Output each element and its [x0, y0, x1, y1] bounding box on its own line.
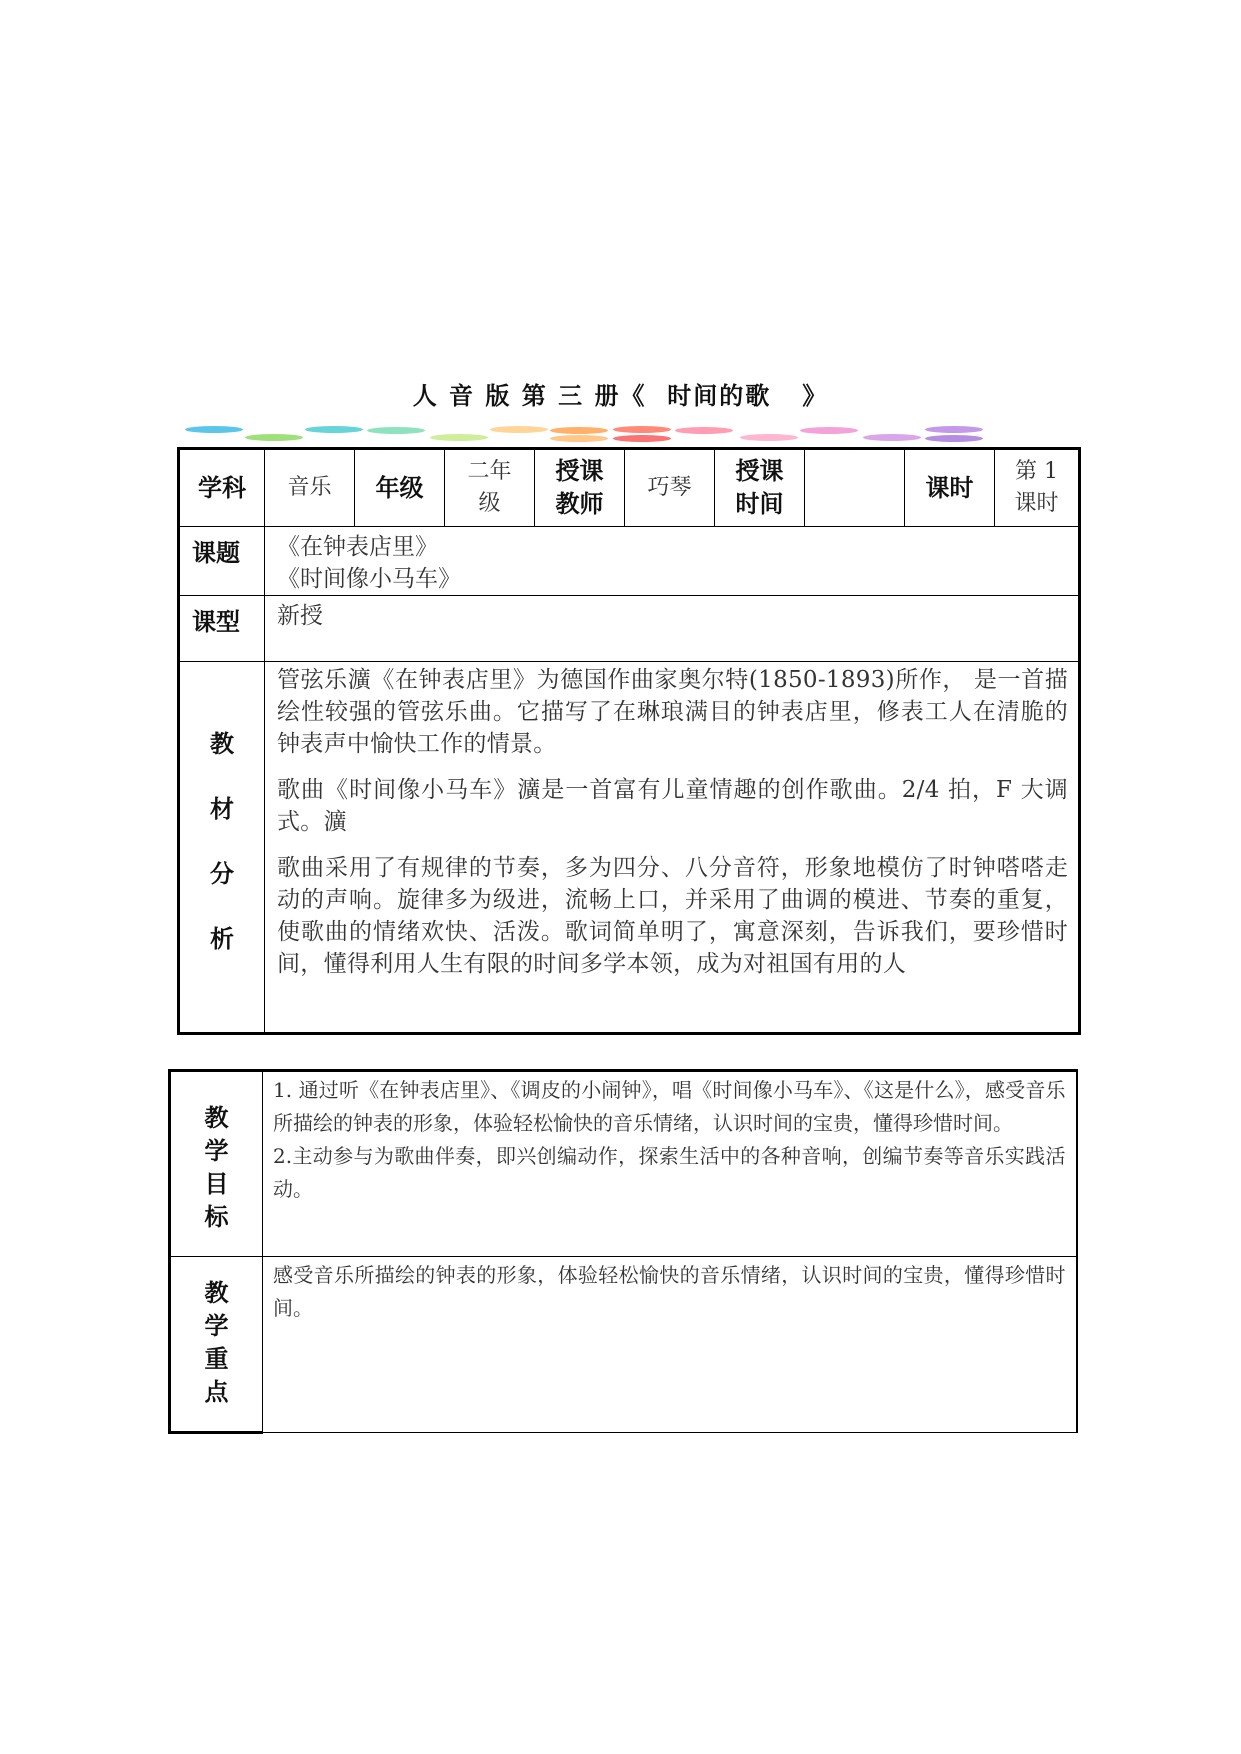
analysis-label-char: 析 [210, 925, 234, 953]
analysis-label-char: 教 [210, 730, 234, 758]
grade-value: 二年级 [445, 449, 535, 527]
lesson-type-row [179, 596, 1080, 662]
goals-text-1: 1. 通过听《在钟表店里》、《调皮的小闹钟》，唱《时间像小马车》、《这是什么》，感受音乐所描绘的钟表的形象，体验轻松愉快的音乐情绪，认识时间的宝贵，懂得珍惜时间。 [273, 1078, 1066, 1135]
key-points-label [170, 1257, 263, 1433]
subject-value: 音乐 [265, 449, 355, 527]
period-label: 课时 [905, 449, 995, 527]
title-name: 时间的歌 [667, 382, 772, 410]
lesson-type-label: 课型 [179, 596, 265, 662]
grade-label: 年级 [355, 449, 445, 527]
topic-label: 课题 [179, 527, 265, 596]
time-label: 授课时间 [715, 449, 805, 527]
goals-text-2: 2.主动参与为歌曲伴奏，即兴创编动作，探索生活中的各种音响，创编节奏等音乐实践活动。 [273, 1144, 1066, 1201]
analysis-label-char: 分 [210, 860, 234, 888]
key-points-label-char: 重 [204, 1345, 229, 1373]
analysis-label-char: 材 [210, 795, 234, 823]
goals-row [170, 1071, 1077, 1257]
topic-value [265, 527, 1080, 596]
page-title [0, 376, 1241, 411]
goals-content [263, 1071, 1077, 1257]
time-value [805, 449, 905, 527]
title-prefix: 人 音 版 第 三 册《 [412, 382, 647, 410]
analysis-row [179, 662, 1080, 1034]
period-value: 第 1 课时 [995, 449, 1080, 527]
subject-label: 学科 [179, 449, 265, 527]
analysis-paragraph: 管弦乐瀇《在钟表店里》为德国作曲家奥尔特(1850-1893)所作， 是一首描绘性较强的管弦乐曲。它描写了在琳琅满目的钟表店里，修表工人在清脆的钟表声中愉快工作的情景。 [277, 667, 1068, 757]
goals-label-char: 目 [204, 1170, 229, 1198]
goals-label-char: 教 [204, 1104, 229, 1132]
analysis-paragraph: 歌曲采用了有规律的节奏，多为四分、八分音符，形象地模仿了时钟嗒嗒走动的声响。旋律多为级进，流畅上口，并采用了曲调的模进、节奏的重复，使歌曲的情绪欢快、活泼。歌词简单明了，寓意深刻，告诉我们，要珍惜时间，懂得利用人生有限的时间多学本领，成为对祖国有用的人 [277, 855, 1068, 977]
title-suffix: 》 [802, 382, 829, 410]
key-points-label-char: 教 [204, 1279, 229, 1307]
teacher-value: 巧琴 [625, 449, 715, 527]
analysis-paragraph: 歌曲《时间像小马车》瀇是一首富有儿童情趣的创作歌曲。2/4 拍，F 大调式。瀇 [277, 777, 1068, 835]
topic-line-2: 《时间像小马车》 [277, 566, 461, 592]
decorative-color-dots [185, 424, 1035, 448]
analysis-content [265, 662, 1080, 1034]
lesson-type-value: 新授 [265, 596, 1080, 662]
key-points-label-char: 点 [204, 1378, 229, 1406]
goals-label-char: 学 [204, 1137, 229, 1165]
goals-label [170, 1071, 263, 1257]
topic-line-1: 《在钟表店里》 [277, 534, 438, 560]
lesson-info-table [177, 447, 1081, 1035]
key-points-row [170, 1257, 1077, 1433]
key-points-label-char: 学 [204, 1312, 229, 1340]
analysis-label [179, 662, 265, 1034]
key-points-content: 感受音乐所描绘的钟表的形象，体验轻松愉快的音乐情绪，认识时间的宝贵，懂得珍惜时间。 [263, 1257, 1077, 1433]
topic-row [179, 527, 1080, 596]
teaching-goals-table [168, 1069, 1078, 1434]
info-row [179, 449, 1080, 527]
goals-label-char: 标 [204, 1203, 229, 1231]
teacher-label: 授课教师 [535, 449, 625, 527]
